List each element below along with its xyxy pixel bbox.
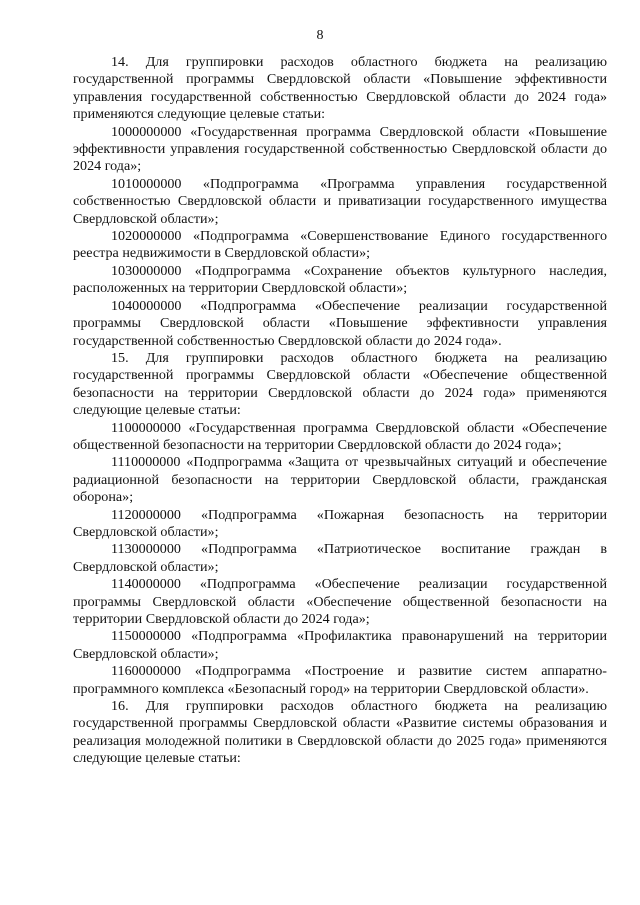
page-number: 8 [316,28,324,43]
paragraph-16-intro: 16. Для группировки расходов областного бюджета на реализацию государственной программы Свердловской области «Развитие системы образования и реализация молодежной политики в Свердловской области до 2025 года» применяются следующие целевые статьи: [73,698,607,767]
paragraph-1130000000: 1130000000 «Подпрограмма «Патриотическое воспитание граждан в Свердловской области»; [73,541,607,575]
paragraph-1160000000: 1160000000 «Подпрограмма «Построение и развитие систем аппаратно-программного комплекса «Безопасный город» на территории Свердловской области». [73,663,607,697]
paragraph-1150000000: 1150000000 «Подпрограмма «Профилактика правонарушений на территории Свердловской области»; [73,628,607,662]
document-body [73,54,607,768]
paragraph-14-intro: 14. Для группировки расходов областного бюджета на реализацию государственной программы Свердловской области «Повышение эффективности управления государственной собственностью Свердловской области до 2024 года» применяются следующие целевые статьи: [73,54,607,123]
paragraph-1030000000: 1030000000 «Подпрограмма «Сохранение объектов культурного наследия, расположенных на территории Свердловской области»; [73,262,607,297]
paragraph-1020000000: 1020000000 «Подпрограмма «Совершенствование Единого государственного реестра недвижимости в Свердловской области»; [73,228,607,262]
paragraph-1100000000: 1100000000 «Государственная программа Свердловской области «Обеспечение общественной безопасности на территории Свердловской области до 2024 года»; [73,419,607,453]
paragraph-1010000000: 1010000000 «Подпрограмма «Программа управления государственной собственностью Свердловской области и приватизации государственного имущества Свердловской области»; [73,175,607,227]
paragraph-1110000000: 1110000000 «Подпрограмма «Защита от чрезвычайных ситуаций и обеспечение радиационной безопасности на территории Свердловской области, гражданская оборона»; [73,454,607,506]
paragraph-15-intro: 15. Для группировки расходов областного бюджета на реализацию государственной программы Свердловской области «Обеспечение общественной безопасности на территории Свердловской области до 2024 года» применяются следующие целевые статьи: [73,349,607,419]
paragraph-1040000000: 1040000000 «Подпрограмма «Обеспечение реализации государственной программы Свердловской области «Повышение эффективности управления государственной собственностью Свердловской области до 2024 года». [73,297,607,349]
paragraph-1000000000: 1000000000 «Государственная программа Свердловской области «Повышение эффективности управления государственной собственностью Свердловской области до 2024 года»; [73,123,607,175]
paragraph-1120000000: 1120000000 «Подпрограмма «Пожарная безопасность на территории Свердловской области»; [73,506,607,540]
paragraph-1140000000: 1140000000 «Подпрограмма «Обеспечение реализации государственной программы Свердловской области «Обеспечение общественной безопасности на территории Свердловской области до 2024 года»; [73,576,607,627]
